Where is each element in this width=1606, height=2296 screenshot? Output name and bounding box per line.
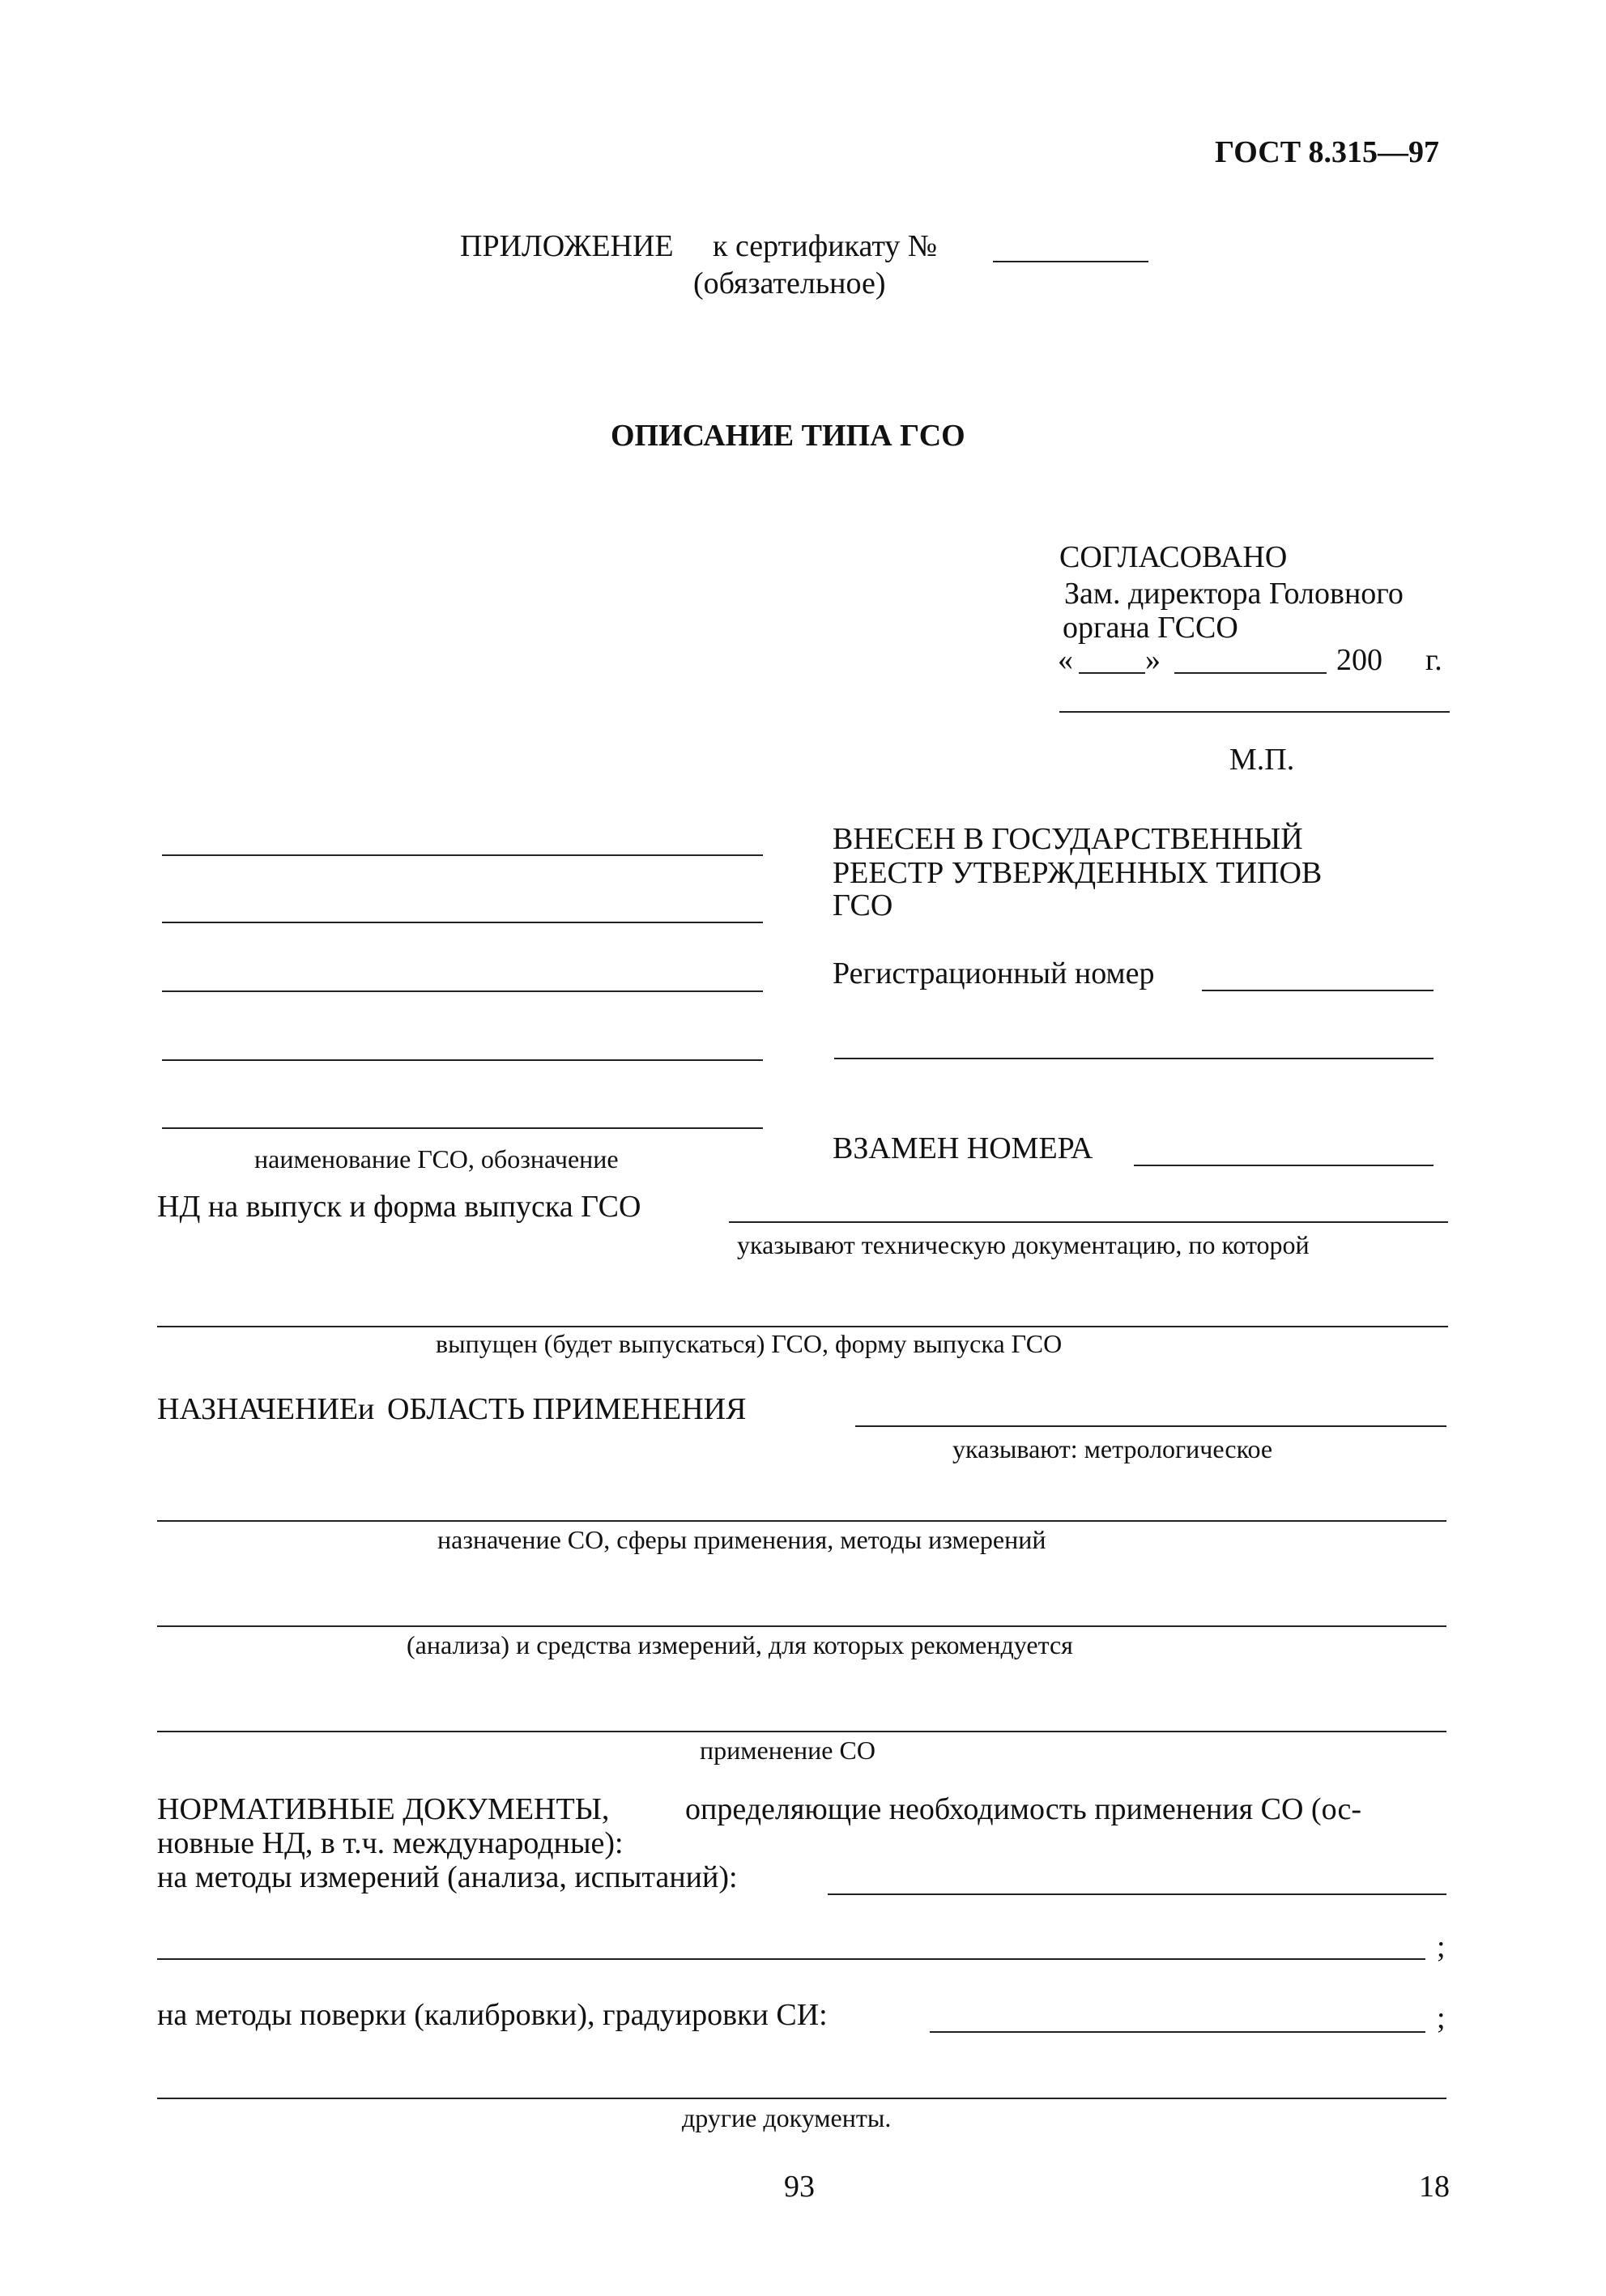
- normative-title: НОРМАТИВНЫЕ ДОКУМЕНТЫ,: [157, 1792, 610, 1826]
- name-line-1[interactable]: [162, 854, 763, 856]
- normative-other: другие документы.: [682, 2103, 892, 2132]
- name-line-4[interactable]: [162, 1059, 763, 1061]
- purpose-line-3[interactable]: [157, 1625, 1446, 1627]
- methods-line-2[interactable]: [157, 1958, 1425, 1960]
- nd-label: НД на выпуск и форма выпуска ГСО: [157, 1190, 641, 1224]
- purpose-hint-4: применение СО: [700, 1736, 875, 1765]
- approval-quote-close: »: [1145, 643, 1161, 677]
- purpose-label-a: НАЗНАЧЕНИЕ: [157, 1392, 359, 1426]
- name-line-2[interactable]: [162, 922, 763, 923]
- nd-hint-1: указывают техническую документацию, по которой: [737, 1230, 1310, 1259]
- appendix-mandatory: (обязательное): [693, 266, 886, 300]
- nd-line-2[interactable]: [157, 1326, 1448, 1327]
- purpose-hint-1: указывают: метрологическое: [952, 1434, 1273, 1463]
- reg-number-line[interactable]: [1202, 990, 1433, 991]
- cert-number-line[interactable]: [993, 261, 1148, 262]
- appendix-to-cert: к сертификату №: [713, 229, 938, 263]
- purpose-hint-3: (анализа) и средства измерений, для которых рекомендуется: [407, 1630, 1073, 1659]
- nd-line-1[interactable]: [729, 1221, 1448, 1223]
- approval-seal: М.П.: [1229, 743, 1295, 777]
- approval-month-line[interactable]: [1174, 672, 1327, 674]
- purpose-line-1[interactable]: [855, 1425, 1446, 1427]
- name-line-3[interactable]: [162, 990, 763, 992]
- approval-line2: органа ГССО: [1063, 611, 1238, 645]
- normative-text-2: новные НД, в т.ч. международные):: [157, 1826, 624, 1860]
- nd-hint-2: выпущен (будет выпускаться) ГСО, форму выпуска ГСО: [436, 1329, 1063, 1358]
- methods-semicolon: ;: [1437, 1930, 1446, 1964]
- registry-entered-3: ГСО: [833, 888, 893, 922]
- purpose-hint-2: назначение СО, сферы применения, методы измерений: [437, 1525, 1046, 1554]
- normative-text-1: определяющие необходимость применения СО (ос-: [685, 1792, 1362, 1826]
- purpose-label-b: ОБЛАСТЬ ПРИМЕНЕНИЯ: [387, 1392, 747, 1426]
- approval-agreed: СОГЛАСОВАНО: [1059, 540, 1288, 574]
- registry-reg-number: Регистрационный номер: [833, 956, 1155, 990]
- normative-methods: на методы измерений (анализа, испытаний):: [157, 1860, 738, 1894]
- approval-day-line[interactable]: [1079, 672, 1145, 674]
- replace-number-line[interactable]: [1134, 1165, 1433, 1166]
- page-number: 93: [784, 2170, 815, 2204]
- methods-line-1[interactable]: [828, 1893, 1446, 1895]
- approval-line1: Зам. директора Головного: [1064, 577, 1404, 611]
- appendix-title: ПРИЛОЖЕНИЕ: [460, 229, 674, 263]
- sheet-number: 18: [1419, 2170, 1450, 2204]
- approval-quote-open: «: [1058, 643, 1073, 677]
- purpose-label-and: и: [358, 1392, 375, 1426]
- registry-extra-line[interactable]: [834, 1058, 1433, 1059]
- standard-number: ГОСТ 8.315—97: [1215, 135, 1440, 169]
- normative-calibration: на методы поверки (калибровки), градуировки СИ:: [157, 1998, 828, 2032]
- other-docs-line[interactable]: [157, 2098, 1446, 2099]
- name-line-5[interactable]: [162, 1127, 763, 1129]
- doc-title: ОПИСАНИЕ ТИПА ГСО: [611, 419, 965, 453]
- purpose-line-4[interactable]: [157, 1731, 1446, 1732]
- registry-entered: ВНЕСЕН В ГОСУДАРСТВЕННЫЙ: [833, 822, 1303, 856]
- registry-entered-2: РЕЕСТР УТВЕРЖДЕННЫХ ТИПОВ: [833, 856, 1323, 890]
- purpose-line-2[interactable]: [157, 1520, 1446, 1522]
- approval-signature-line[interactable]: [1059, 711, 1450, 713]
- calibration-semicolon: ;: [1437, 2001, 1446, 2035]
- calibration-line[interactable]: [930, 2031, 1425, 2033]
- name-caption: наименование ГСО, обозначение: [254, 1144, 619, 1174]
- approval-year-suffix: г.: [1425, 643, 1442, 677]
- approval-year: 200: [1336, 643, 1382, 677]
- registry-replace: ВЗАМЕН НОМЕРА: [833, 1131, 1093, 1165]
